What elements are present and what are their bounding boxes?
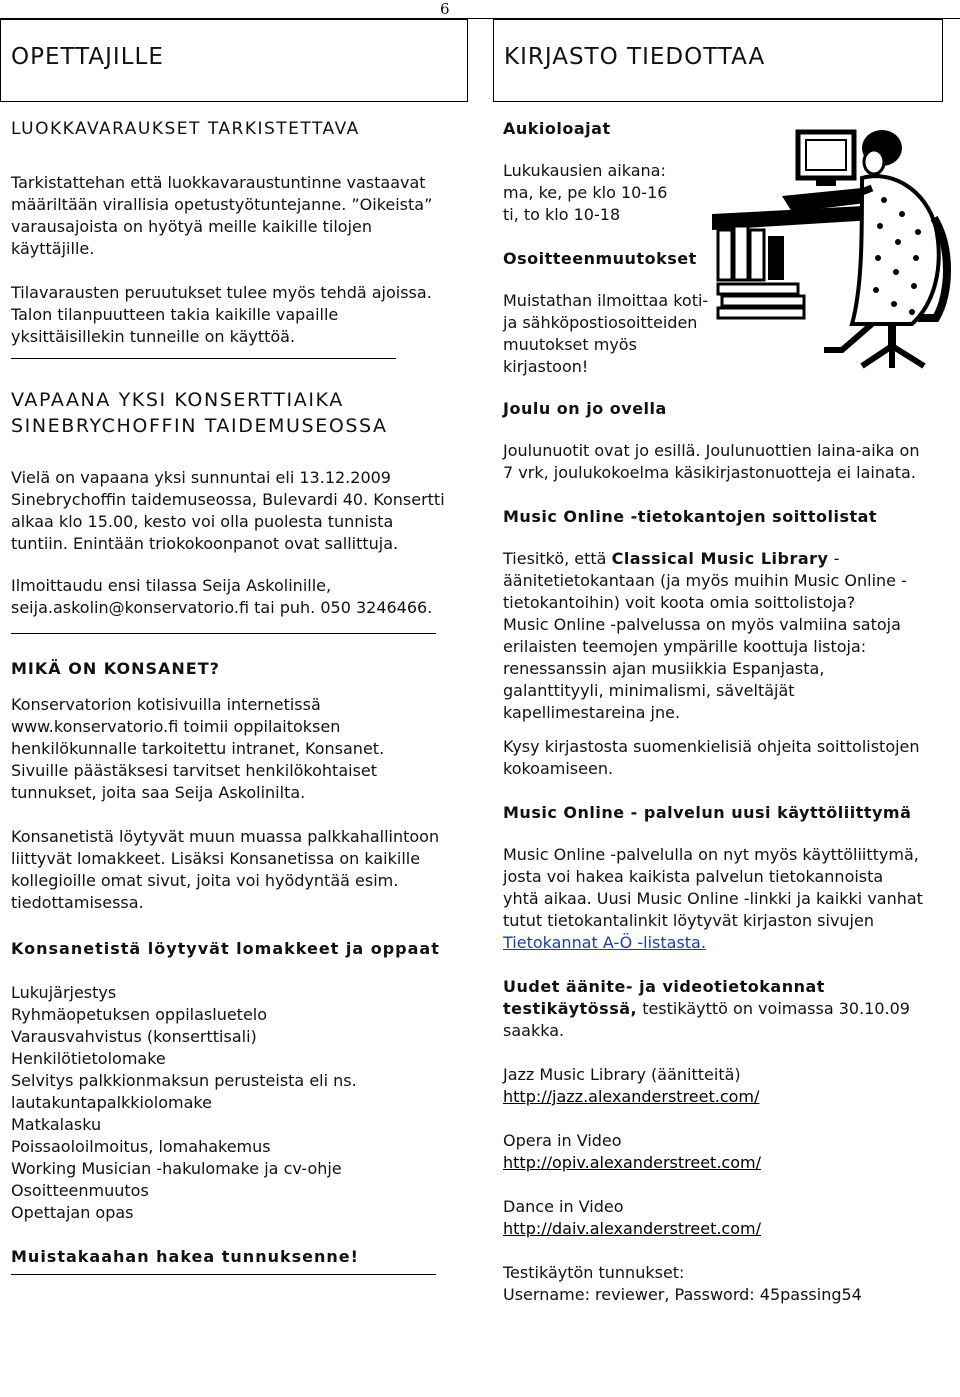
test-credentials: Username: reviewer, Password: 45passing54 [503,1285,862,1304]
section-title-address-change: Osoitteenmuutokset [503,249,697,268]
list-item: Selvitys palkkionmaksun perusteista eli ns. lautakuntapalkkiolomake [11,1071,357,1112]
database-name: Jazz Music Library (äänitteitä) [503,1065,741,1084]
dance-video-link[interactable]: http://daiv.alexanderstreet.com/ [503,1219,761,1238]
paragraph: Ilmoittaudu ensi tilassa Seija Askolinille, seija.askolin@konservatorio.fi tai puh. 050 3246466. [11,576,433,617]
section-title-new-interface: Music Online - palvelun uusi käyttöliittymä [503,803,912,822]
databases-link[interactable]: Tietokannat A-Ö -listasta. [503,933,706,952]
jazz-library-link[interactable]: http://jazz.alexanderstreet.com/ [503,1087,760,1106]
divider [11,633,436,634]
section-title-forms: Konsanetistä löytyvät lomakkeet ja oppaat [11,939,440,958]
text: Music Online -palvelulla on nyt myös käyttöliittymä, josta voi hakea kaikista palvelun tietokannoista yhtä aikaa. Uusi Music Online -linkki ja kaikki vanhat tutut tietokantalinkit löytyvät kirjaston sivujen [503,845,923,930]
left-header-box [0,19,468,102]
section-title-class-bookings: LUOKKAVARAUKSET TARKISTETTAVA [11,119,360,139]
left-header-title: OPETTAJILLE [11,44,164,70]
text: testikäyttö on voimassa 30.10.09 saakka. [503,999,910,1040]
opera-video-link[interactable]: http://opiv.alexanderstreet.com/ [503,1153,761,1172]
text: - äänitetietokantaan (ja myös muihin Music Online -tietokantoihin) voit koota omia soittolistoja? [503,549,907,612]
list-item: Working Musician -hakulomake ja cv-ohje [11,1159,342,1178]
reminder-text: Muistakaahan hakea tunnuksenne! [11,1247,359,1266]
list-item: Varausvahvistus (konserttisali) [11,1027,257,1046]
divider [11,358,396,359]
test-credentials-title: Testikäytön tunnukset: [503,1263,685,1282]
section-title-playlists: Music Online -tietokantojen soittolistat [503,507,878,526]
database-name: Classical Music Library [611,549,829,568]
paragraph [503,976,923,1042]
paragraph [503,290,923,378]
database-name: Dance in Video [503,1197,624,1216]
paragraph: Tarkistattehan että luokkavaraustuntinne vastaavat määriltään virallisia opetustyötuntejanne. ”Oikeista” varausajoista on hyötyä meille kaikille tilojen käyttäjille. [11,173,433,258]
forms-list [11,982,446,1224]
list-item: Lukujärjestys [11,983,117,1002]
right-header-box [493,19,943,102]
paragraph [503,844,923,954]
hours-intro: Lukukausien aikana: [503,161,666,180]
list-item: Poissaoloilmoitus, lomahakemus [11,1137,271,1156]
paragraph: Konsanetistä löytyvät muun muassa palkkahallintoon liittyvät lomakkeet. Lisäksi Konsanetissa on kaikille kollegioille omat sivut, joita voi hyödyntää esim. tiedottamisessa. [11,827,440,912]
list-item: Osoitteenmuutos [11,1181,149,1200]
list-item: Henkilötietolomake [11,1049,166,1068]
database-name: Opera in Video [503,1131,622,1150]
left-column [11,118,446,1275]
paragraph: Joulunuotit ovat jo esillä. Joulunuottien laina-aika on 7 vrk, joulukokoelma käsikirjastonuotteja ei lainata. [503,441,920,482]
page-number: 6 [440,0,450,18]
section-title-christmas: Joulu on jo ovella [503,399,667,418]
section-title-konsanet: MIKÄ ON KONSANET? [11,659,220,678]
section-title-hours: Aukioloajat [503,119,611,138]
paragraph: Vielä on vapaana yksi sunnuntai eli 13.12.2009 Sinebrychoffin taidemuseossa, Bulevardi 40. Konsertti alkaa klo 15.00, kesto voi olla puolesta tunnista tuntiin. Enintään triokokoonpanot ovat sallittuja. [11,468,445,553]
hours-line: ti, to klo 10-18 [503,205,621,224]
text: Tiesitkö, että [503,549,607,568]
address-text: Muistathan ilmoittaa koti- ja sähköpostiosoitteiden muutokset myös kirjastoon! [503,291,709,376]
paragraph: Kysy kirjastosta suomenkielisiä ohjeita soittolistojen kokoamiseen. [503,737,920,778]
right-column [503,118,923,1306]
paragraph: Tilavarausten peruutukset tulee myös tehdä ajoissa. Talon tilanpuutteen takia kaikille vapaille yksittäisillekin tunneille on käyttöä. [11,283,432,346]
paragraph: Konservatorion kotisivuilla internetissä www.konservatorio.fi toimii oppilaitoksen henkilökunnalle tarkoitettu intranet, Konsanet. Sivuille päästäksesi tarvitset henkilökohtaiset tunnukset, joita saa Seija Askolinilta. [11,695,385,802]
section-title-concert: VAPAANA YKSI KONSERTTIAIKA SINEBRYCHOFFIN TAIDEMUSEOSSA [11,389,388,437]
text: Uudet äänite- ja videotietokannat testikäytössä, [503,977,825,1018]
right-header-title: KIRJASTO TIEDOTTAA [504,44,766,70]
hours-line: ma, ke, pe klo 10-16 [503,183,668,202]
paragraph [503,548,923,614]
list-item: Matkalasku [11,1115,102,1134]
list-item: Ryhmäopetuksen oppilasluetelo [11,1005,268,1024]
divider [11,1274,436,1275]
paragraph: Music Online -palvelussa on myös valmiina satoja erilaisten teemojen ympärille koottuja listoja: renessanssin ajan musiikkia Espanjasta, galanttityyli, minimalismi, säveltäjät kapellimestareina jne. [503,615,901,722]
list-item: Opettajan opas [11,1203,134,1222]
